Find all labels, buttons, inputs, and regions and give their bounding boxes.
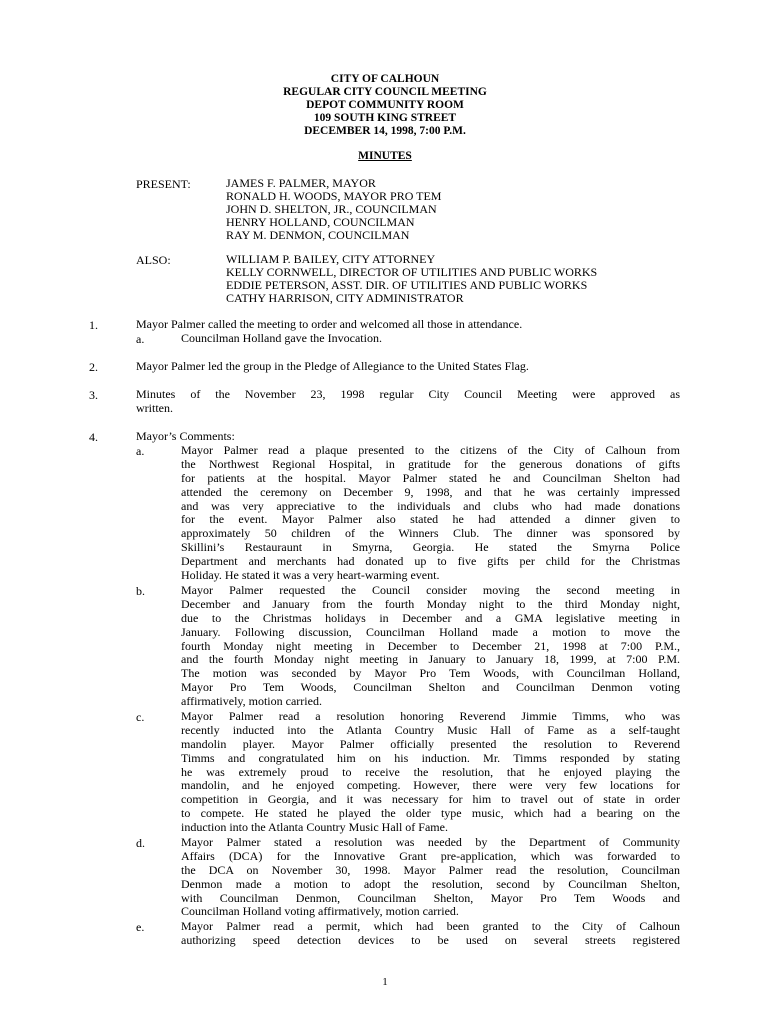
also-name: EDDIE PETERSON, ASST. DIR. OF UTILITIES AND PUBLIC WORKS (226, 278, 588, 292)
present-name: RONALD H. WOODS, MAYOR PRO TEM (226, 189, 442, 203)
text-line: December and January from the fourth Monday night to the third Monday night, (181, 596, 680, 611)
present-name: JAMES F. PALMER, MAYOR (226, 176, 376, 190)
present-name: HENRY HOLLAND, COUNCILMAN (226, 215, 415, 229)
minutes-title: MINUTES (358, 150, 412, 162)
item-4-heading: Mayor’s Comments: (136, 429, 235, 443)
text-line: Mayor Pro Tem Woods, Councilman Shelton and Councilman Denmon voting (181, 680, 680, 695)
item-4e-text (181, 920, 680, 948)
present-list (226, 177, 441, 242)
item-number: 1. (89, 318, 98, 332)
header-city: CITY OF CALHOUN (330, 73, 440, 85)
text-line: Timms and congratulated him on his induction. Mr. Timms responded by stating (181, 750, 680, 765)
item-4b-text (181, 584, 680, 709)
also-name: CATHY HARRISON, CITY ADMINISTRATOR (226, 291, 464, 305)
text-line: Affairs (DCA) for the Innovative Grant pre-application, which was forwarded to (181, 848, 680, 863)
header-date: DECEMBER 14, 1998, 7:00 P.M. (304, 125, 466, 137)
item-4b-label: b. (136, 584, 145, 598)
text-line: for the event. Mayor Palmer also stated he had attended a dinner given to (181, 512, 680, 527)
page-number: 1 (382, 976, 388, 988)
text-line: for patients at the hospital. Mayor Palmer stated he and Councilman Shelton had (181, 470, 680, 485)
item-number: 3. (89, 388, 98, 402)
text-line: competition in Georgia, and it was necessary for him to travel out of state in order (181, 792, 680, 807)
item-number: 2. (89, 360, 98, 374)
text-line: authorizing speed detection devices to be used on several streets registered (181, 932, 680, 947)
text-line: mandolin, and he enjoyed competing. However, there were very few locations for (181, 778, 680, 793)
header-address: 109 SOUTH KING STREET (313, 112, 457, 124)
text-line: the DCA on November 30, 1998. Mayor Palmer read the resolution, Councilman (181, 862, 680, 877)
document-header (0, 73, 770, 138)
text-line: the Northwest Regional Hospital, in gratitude for the generous donations of gifts (181, 456, 680, 471)
text-line: Mayor Palmer read a permit, which had been granted to the City of Calhoun (181, 919, 680, 933)
text-line: and the fourth Monday night meeting in January to January 18, 1999, at 7:00 P.M. (181, 652, 680, 667)
item-4a-label: a. (136, 444, 145, 458)
text-line: Mayor Palmer stated a resolution was needed by the Department of Community (181, 835, 680, 849)
header-location: DEPOT COMMUNITY ROOM (306, 99, 464, 111)
text-line: written. (136, 400, 173, 415)
text-line: recently inducted into the Atlanta Country Music Hall of Fame as a self-taught (181, 722, 680, 737)
also-label: ALSO: (136, 253, 171, 267)
text-line: Denmon made a motion to adopt the resolution, second by Councilman Shelton, (181, 876, 680, 891)
item-1a-label: a. (136, 332, 145, 346)
item-4a-text (181, 444, 680, 583)
present-label: PRESENT: (136, 177, 191, 191)
text-line: Mayor Palmer read a resolution honoring Reverend Jimmie Timms, who was (181, 709, 680, 723)
text-line: due to the Christmas holidays in December and a GMA legislative meeting in (181, 610, 680, 625)
text-line: to compete. He stated he played the older type music, which had a bearing on the (181, 806, 680, 821)
text-line: mandolin player. Mayor Palmer officially presented the resolution to Reverend (181, 736, 680, 751)
item-4e-label: e. (136, 920, 145, 934)
text-line: Department and merchants had donated up to five gifts per child for the Christmas (181, 554, 680, 568)
text-line: Councilman Holland voting affirmatively, motion carried. (181, 904, 459, 919)
item-1-text: Mayor Palmer called the meeting to order and welcomed all those in attendance. (136, 317, 523, 331)
text-line: Mayor Palmer read a plaque presented to the citizens of the City of Calhoun from (181, 443, 680, 457)
item-4c-text (181, 710, 680, 835)
text-line: fourth Monday night meeting in December to December 21, 1998 at 7:00 P.M., (181, 638, 680, 653)
also-name: WILLIAM P. BAILEY, CITY ATTORNEY (226, 252, 436, 266)
item-1a-text: Councilman Holland gave the Invocation. (181, 331, 382, 345)
item-4d-label: d. (136, 836, 145, 850)
text-line: Holiday. He stated it was a very heart-warming event. (181, 567, 440, 582)
present-name: JOHN D. SHELTON, JR., COUNCILMAN (226, 202, 437, 216)
header-meeting: REGULAR CITY COUNCIL MEETING (283, 86, 487, 98)
text-line: affirmatively, motion carried. (181, 694, 322, 708)
text-line: The motion was seconded by Mayor Pro Tem Woods, with Councilman Holland, (181, 666, 680, 681)
text-line: January. Following discussion, Councilman Holland made a motion to move the (181, 624, 680, 639)
text-line: approximately 50 children of the Winners Club. The dinner was sponsored by (181, 526, 680, 541)
text-line: with Councilman Denmon, Councilman Shelton, Mayor Pro Tem Woods and (181, 890, 680, 905)
text-line: Minutes of the November 23, 1998 regular City Council Meeting were approved as (136, 387, 680, 401)
text-line: attended the ceremony on December 9, 1998, and that he was certainly impressed (181, 484, 680, 499)
item-number: 4. (89, 430, 98, 444)
also-name: KELLY CORNWELL, DIRECTOR OF UTILITIES AND PUBLIC WORKS (226, 265, 598, 279)
text-line: induction into the Atlanta Country Music Hall of Fame. (181, 820, 448, 834)
text-line: Skillini’s Restauraunt in Smyrna, Georgia. He stated the Smyrna Police (181, 540, 680, 555)
item-4d-text (181, 836, 680, 919)
text-line: and was very appreciative to the individuals and clubs who had made donations (181, 498, 680, 513)
text-line: Mayor Palmer requested the Council consider moving the second meeting in (181, 583, 680, 597)
text-line: he was extremely proud to receive the resolution, that he enjoyed playing the (181, 764, 680, 779)
item-4c-label: c. (136, 710, 145, 724)
also-list (226, 253, 597, 305)
item-3-text (136, 388, 680, 416)
present-name: RAY M. DENMON, COUNCILMAN (226, 228, 410, 242)
item-2-text: Mayor Palmer led the group in the Pledge of Allegiance to the United States Flag. (136, 359, 529, 373)
